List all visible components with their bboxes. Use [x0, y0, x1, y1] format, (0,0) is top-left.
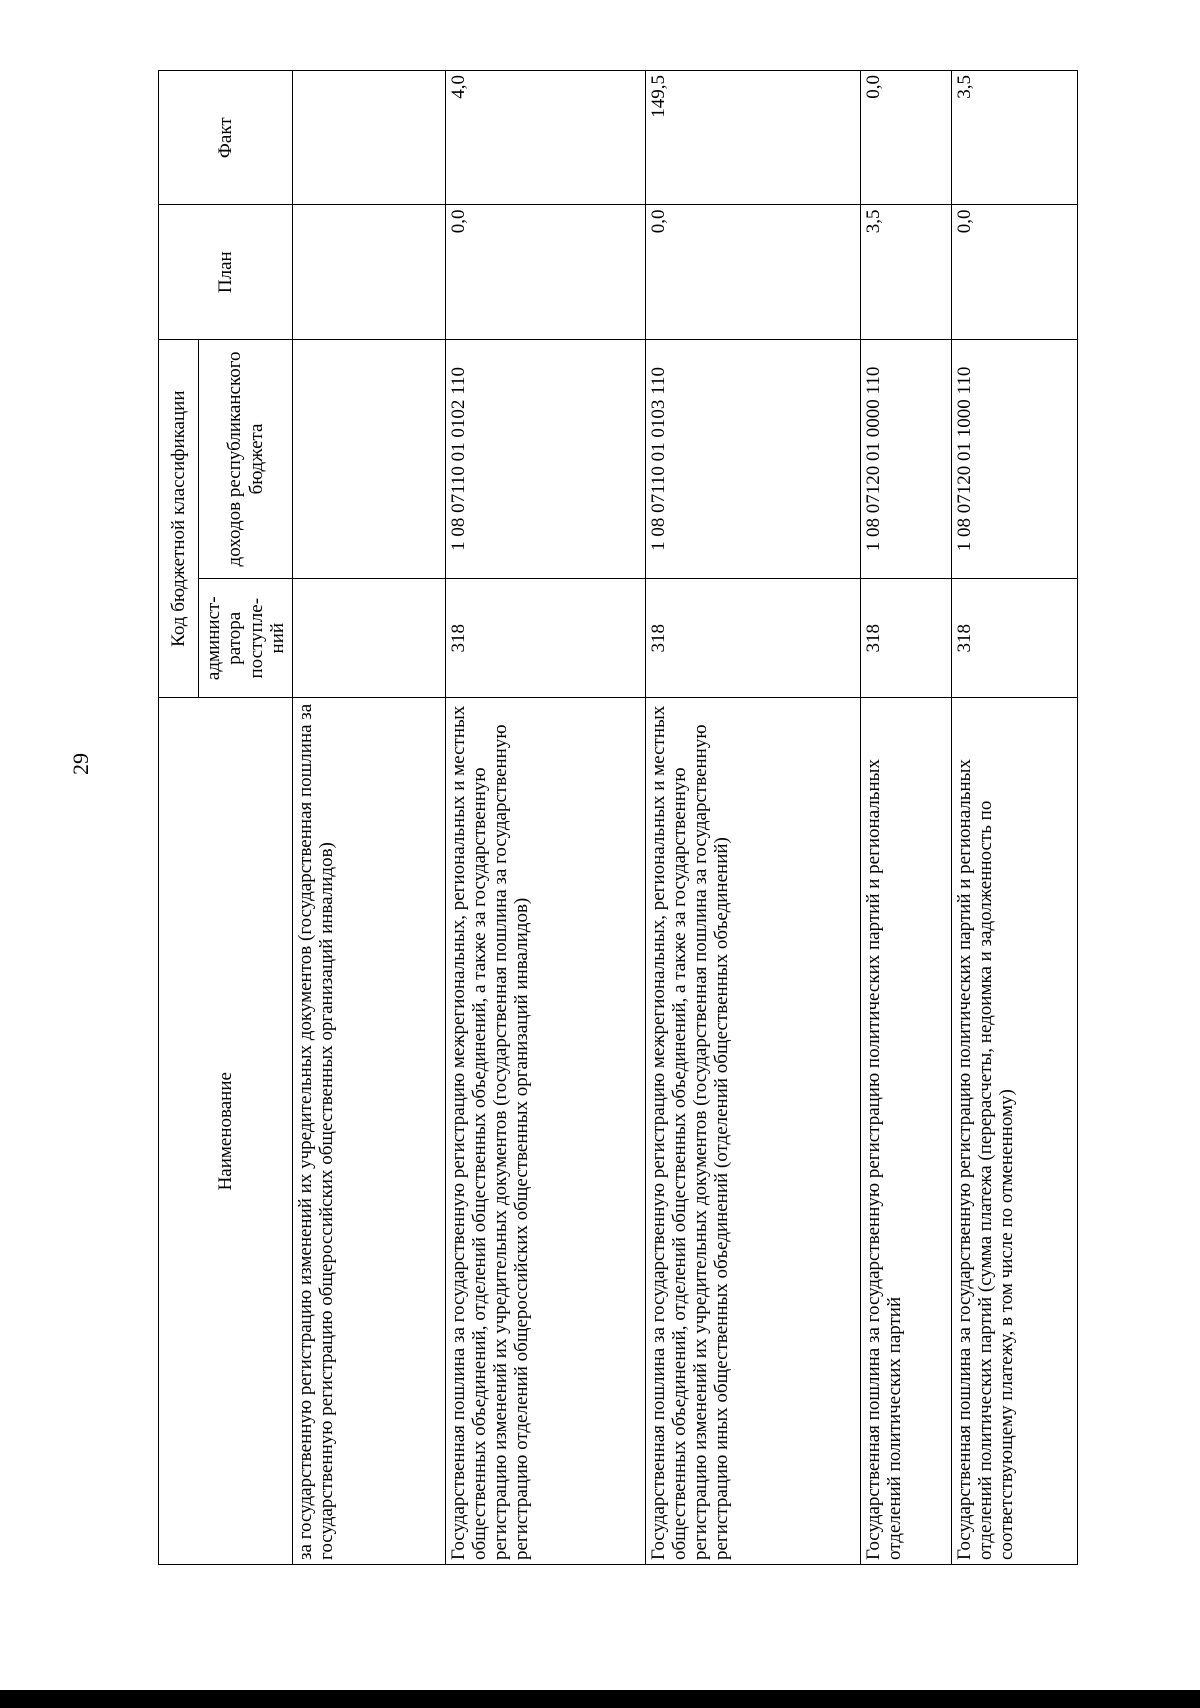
row-plan: 3,5	[861, 205, 951, 339]
row-name: Государственная пошлина за государственную регистрацию межрегиональных, региональных и местных общественных объединений, отделений общественных объединений, а также за государственную регистрацию изменений их учредительных документов (государственная пошлина за государственную регистрацию иных общественных объединений (отделений общественных объединений)	[645, 698, 861, 1565]
row-fact: 0,0	[861, 71, 951, 205]
row-plan: 0,0	[445, 205, 645, 339]
row-income: 1 08 07110 01 0103 110	[645, 339, 861, 578]
row-fact: 149,5	[645, 71, 861, 205]
row-income: 1 08 07120 01 1000 110	[951, 339, 1077, 578]
row-fact: 3,5	[951, 71, 1077, 205]
header-admin: админист-ратора поступле-ний	[199, 578, 293, 698]
header-plan: План	[159, 205, 293, 339]
rotated-table-stage	[158, 70, 1078, 1565]
row-name: за государственную регистрацию изменений их учредительных документов (государственная пошлина за государственную регистрацию общероссийских общественных организаций инвалидов)	[293, 698, 446, 1565]
row-admin: 318	[861, 578, 951, 698]
row-admin: 318	[445, 578, 645, 698]
row-plan: 0,0	[951, 205, 1077, 339]
row-name: Государственная пошлина за государственную регистрацию межрегиональных, региональных и местных общественных объединений, отделений общественных объединений, а также за государственную регистрацию изменений их учредительных документов (государственная пошлина за государственную регистрацию отделений общероссийских общественных организаций инвалидов)	[445, 698, 645, 1565]
row-name: Государственная пошлина за государственную регистрацию политических партий и региональных отделений политических партий	[861, 698, 951, 1565]
row-income: 1 08 07120 01 0000 110	[861, 339, 951, 578]
table-row	[445, 71, 645, 1565]
row-admin: 318	[645, 578, 861, 698]
header-fact: Факт	[159, 71, 293, 205]
table-row	[861, 71, 951, 1565]
header-kbk-group: Код бюджетной классификации	[159, 339, 199, 698]
row-income: 1 08 07110 01 0102 110	[445, 339, 645, 578]
row-plan: 0,0	[645, 205, 861, 339]
row-admin: 318	[951, 578, 1077, 698]
page-number: 29	[68, 753, 93, 775]
header-name: Наименование	[159, 698, 293, 1565]
row-admin	[293, 578, 446, 698]
row-fact: 4,0	[445, 71, 645, 205]
header-income: доходов республиканского бюджета	[199, 339, 293, 578]
row-plan	[293, 205, 446, 339]
table-row	[951, 71, 1077, 1565]
table-row	[645, 71, 861, 1565]
row-name: Государственная пошлина за государственную регистрацию политических партий и региональных отделений политических партий (сумма платежа (перерасчеты, недоимка и задолженность по соответствующему платежу, в том числе по отмененному)	[951, 698, 1077, 1565]
scan-bottom-edge	[0, 1690, 1200, 1708]
budget-table	[158, 70, 1078, 1565]
row-fact	[293, 71, 446, 205]
row-income	[293, 339, 446, 578]
table-row	[293, 71, 446, 1565]
